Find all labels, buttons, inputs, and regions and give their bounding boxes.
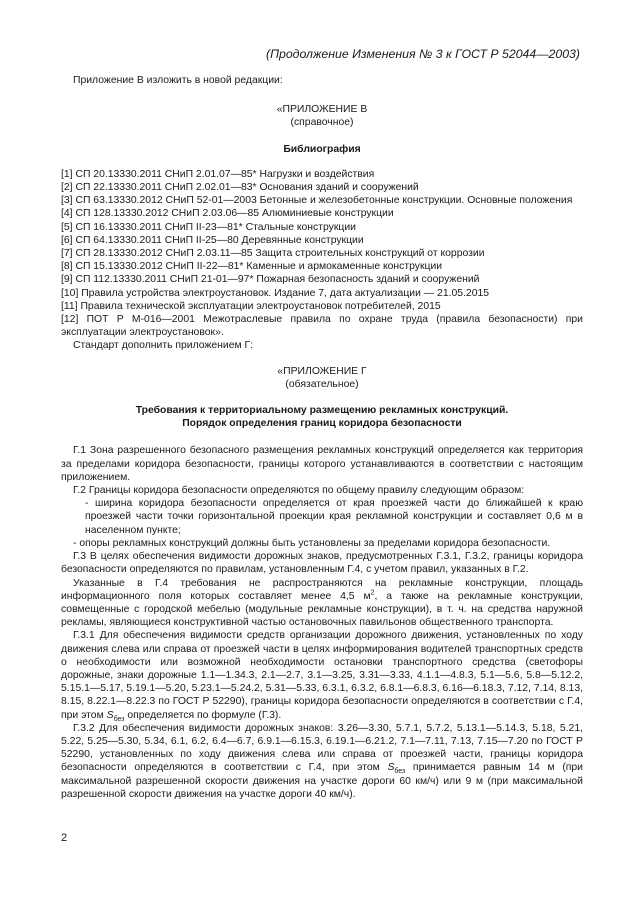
appendix-b-title: «ПРИЛОЖЕНИЕ В: [276, 104, 368, 116]
symbol-s: S: [106, 709, 114, 721]
superscript: 2: [370, 589, 375, 597]
clause-g1: Г.1 Зона разрешенного безопасного размещения рекламных конструкций определяется как территория за пределами коридора безопасности, границы которого устанавливаются в соответствии с настоящим приложением.: [61, 445, 583, 483]
subscript: без: [113, 715, 125, 723]
bibliography-item: [11] Правила технической эксплуатации электроустановок потребителей, 2015: [61, 300, 441, 312]
appendix-b-status: (справочное): [290, 117, 354, 129]
symbol-s: S: [387, 762, 395, 774]
clause-g3-note: [61, 577, 583, 630]
subscript: без: [394, 768, 406, 776]
bibliography-heading: Библиография: [283, 143, 361, 155]
appendix-g-title: «ПРИЛОЖЕНИЕ Г: [277, 365, 367, 377]
intro-appendix-g: Стандарт дополнить приложением Г:: [73, 340, 254, 352]
bibliography-item: [8] СП 15.13330.2012 СНиП II-22—81* Каменные и армокаменные конструкции: [61, 261, 443, 273]
bibliography-item: [12] ПОТ Р М-016—2001 Межотраслевые правила по охране труда (правила безопасности) при эксплуатации электроустановок».: [61, 314, 583, 339]
bibliography-item: [9] СП 112.13330.2011 СНиП 21-01—97* Пожарная безопасность зданий и сооружений: [61, 274, 480, 286]
clause-g3: Г.3 В целях обеспечения видимости дорожных знаков, предусмотренных Г.3.1, Г.3.2, границы коридора безопасности определяются по правилам, установленным Г.4, с учетом правил, указанных в Г.2.: [61, 551, 583, 576]
clause-text: определяется по формуле (Г.3).: [124, 709, 282, 721]
clause-text: принимается равным 14 м (при максимальной разрешенной скорости движения на участке дороги 60 км/ч) или 9 м (при максимальной разрешенной скорости движения на участке дороги 40 км/ч).: [61, 762, 583, 800]
bibliography-item: [2] СП 22.13330.2011 СНиП 2.02.01—83* Основания зданий и сооружений: [61, 182, 419, 194]
clause-g2: Г.2 Границы коридора безопасности определяются по общему правилу следующим образом:: [73, 485, 525, 497]
bibliography-item: [3] СП 63.13330.2012 СНиП 52-01—2003 Бетонные и железобетонные конструкции. Основные положения: [61, 195, 573, 207]
clause-text: Г.3.1 Для обеспечения видимости средств организации дорожного движения, установленных по ходу движения слева или справа от проезжей части в целях информирования водителей транспортных средств о необходимости или возможной необходимости остановки транспортного средства (светофоры дорожные, знаки дорожные 1.1—1.34.3, 2.1—2.7, 3.1—3.25, 3.31—3.33, 4.1.1—4.8.3, 5.1—5.6, 5.8—5.12.2, 5.15.1—5.17, 5.19.1—5.20, 5.23.1—5.24.2, 5.31—5.33, 6.3.1, 6.3.2, 6.8.1—6.8.3, 6.16—6.18.3, 7.12, 7.14, 8.13, 8.15, 8.22.1—8.22.3 по ГОСТ Р 52290), границы коридора безопасности определяются в соответствии с Г.4, при этом: [61, 630, 583, 721]
bibliography-item: [1] СП 20.13330.2011 СНиП 2.01.07—85* Нагрузки и воздействия: [61, 168, 375, 180]
note-text: Указанные в Г.4 требования не распространяются на рекламные конструкции, площадь информационного поля которых составляет менее 4,5 м: [61, 577, 583, 602]
appendix-g-heading-line2: Порядок определения границ коридора безопасности: [182, 418, 462, 430]
main-text: [61, 74, 583, 801]
bibliography-item: [6] СП 64.13330.2011 СНиП II-25—80 Деревянные конструкции: [61, 234, 364, 246]
intro-appendix-b: Приложение В изложить в новой редакции:: [73, 75, 283, 86]
note-text: , а также на рекламные конструкции, совмещенные с городской мебелью (модульные рекламные конструкции), в т. ч. на средства наружной рекламы, являющиеся конструктивной частью остановочных павильонов общественного транспорта.: [61, 590, 583, 629]
bibliography-item: [10] Правила устройства электроустановок. Издание 7, дата актуализации — 21.05.2015: [61, 287, 490, 299]
clause-text: Г.3.2 Для обеспечения видимости дорожных знаков: 3.26—3.30, 5.7.1, 5.7.2, 5.13.1—5.14.3, 5.18, 5.21, 5.22, 5.25—5.30, 5.34, 6.1, 6.2, 6.4—6.7, 6.9.1—6.15.3, 6.19.1—6.21.2, 7.1—7.11, 7.13, 7.15—7.20 по ГОСТ Р 52290, установленных по ходу движения слева или справа от проезжей части, границы коридора безопасности определяются в соответствии с Г.4, при этом: [61, 722, 583, 774]
clause-g3-2: [61, 722, 583, 801]
bibliography-list: [61, 168, 583, 340]
bibliography-item: [7] СП 28.13330.2012 СНиП 2.03.11—85 Защита строительных конструкций от коррозии: [61, 248, 485, 260]
running-header: (Продолжение Изменения № 3 к ГОСТ Р 52044—2003): [265, 47, 580, 61]
clause-g2-item: - опоры рекламных конструкций должны быть установлены за пределами коридора безопасности.: [73, 537, 551, 549]
page-number: 2: [61, 832, 68, 844]
bibliography-item: [4] СП 128.13330.2012 СНиП 2.03.06—85 Алюминиевые конструкции: [61, 208, 394, 220]
bibliography-item: [5] СП 16.13330.2011 СНиП II-23—81* Стальные конструкции: [61, 221, 356, 233]
appendix-g-heading-line1: Требования к территориальному размещению рекламных конструкций.: [135, 405, 509, 417]
clause-g2-item: - ширина коридора безопасности определяется от края проезжей части до ближайшей к краю проезжей части точки горизонтальной проекции края рекламной конструкции и составляет 0,6 м в населенном пункте;: [85, 498, 583, 536]
appendix-g-status: (обязательное): [285, 378, 359, 390]
clause-g3-1: [61, 629, 583, 721]
